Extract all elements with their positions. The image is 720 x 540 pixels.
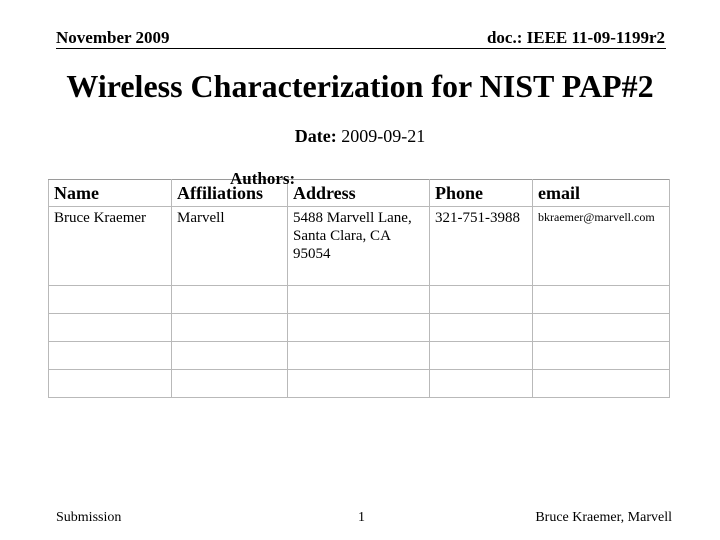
header-phone: Phone bbox=[430, 180, 533, 207]
header-affiliations: Affiliations bbox=[172, 180, 288, 207]
table-row-empty bbox=[49, 342, 670, 370]
author-affiliation: Marvell bbox=[172, 207, 288, 286]
header-email: email bbox=[533, 180, 670, 207]
header-date: November 2009 bbox=[56, 28, 170, 47]
header-name: Name bbox=[49, 180, 172, 207]
header-doc-id: doc.: IEEE 11-09-1199r2 bbox=[486, 28, 665, 47]
footer-author: Bruce Kraemer, Marvell bbox=[535, 510, 672, 525]
authors-table bbox=[48, 179, 670, 398]
author-email: bkraemer@marvell.com bbox=[533, 207, 670, 286]
table-row-empty bbox=[49, 286, 670, 314]
header-rule bbox=[56, 48, 666, 49]
table-row bbox=[49, 207, 670, 286]
header-address: Address bbox=[288, 180, 430, 207]
author-address: 5488 Marvell Lane, Santa Clara, CA 95054 bbox=[288, 207, 430, 286]
slide-title: Wireless Characterization for NIST PAP#2 bbox=[66, 68, 654, 104]
table-header-row bbox=[49, 180, 670, 207]
author-name: Bruce Kraemer bbox=[49, 207, 172, 286]
authors-label: Authors: bbox=[230, 169, 296, 188]
footer-submission: Submission bbox=[56, 510, 122, 525]
author-phone: 321-751-3988 bbox=[430, 207, 533, 286]
date-label: Date: bbox=[294, 126, 337, 146]
table-row-empty bbox=[49, 370, 670, 398]
date-value: 2009-09-21 bbox=[341, 126, 426, 146]
date-line bbox=[0, 126, 720, 147]
footer-page-number: 1 bbox=[358, 510, 365, 525]
table-row-empty bbox=[49, 314, 670, 342]
